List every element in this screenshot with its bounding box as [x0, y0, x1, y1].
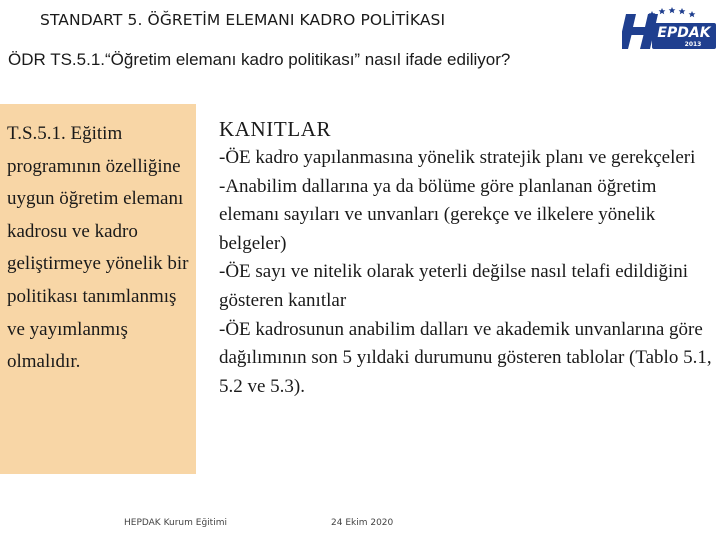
standard-code: T.S.5.1.: [7, 123, 66, 144]
standard-text: [7, 118, 195, 379]
evidence-item: -Anabilim dallarına ya da bölüme göre planlanan öğretim elemanı sayıları ve unvanları (gerekçe ve ilkelere yönelik belgeler): [219, 175, 657, 254]
logo-year: 2013: [684, 41, 702, 48]
slide-title: STANDART 5. ÖĞRETİM ELEMANI KADRO POLİTİKASI: [40, 11, 446, 29]
footer-date: 24 Ekim 2020: [331, 518, 394, 528]
evidence-panel: [219, 114, 717, 401]
evidence-item: -ÖE kadro yapılanmasına yönelik stratejik planı ve gerekçeleri: [219, 147, 696, 168]
evidence-item: -ÖE kadrosunun anabilim dalları ve akademik unvanlarına göre dağılımının son 5 yıldaki durumunu gösteren tablolar (Tablo 5.1, 5.2 ve 5.3).: [219, 318, 712, 397]
standard-description: Eğitim programının özelliğine uygun öğretim elemanı kadrosu ve kadro geliştirmeye yönelik bir politikası tanımlanmış ve yayımlanmış olmalıdır.: [7, 123, 189, 373]
footer-organization: HEPDAK Kurum Eğitimi: [124, 518, 227, 528]
evidence-title: KANITLAR: [219, 117, 332, 141]
question-text: ÖDR TS.5.1.“Öğretim elemanı kadro politikası” nasıl ifade ediliyor?: [8, 50, 511, 69]
hepdak-logo: [622, 4, 718, 52]
evidence-item: -ÖE sayı ve nitelik olarak yeterli değilse nasıl telafi edildiğini gösteren kanıtlar: [219, 261, 689, 311]
logo-text: EPDAK: [657, 25, 711, 41]
